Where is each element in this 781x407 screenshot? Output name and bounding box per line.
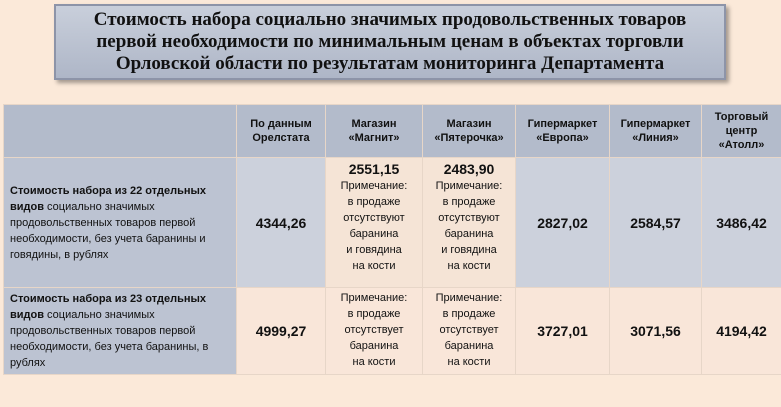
- magnit-price: 2551,15: [348, 161, 400, 177]
- slide-title-box: [54, 4, 726, 80]
- row-label-text: социально значимых продовольственных товаров первой необходимости, без учета баранины и говядины, в рублях: [10, 200, 206, 261]
- cell-orelstat: 4344,26: [237, 158, 326, 288]
- col-header-orelstat: По данным Орелстата: [237, 105, 326, 158]
- slide-title: Стоимость набора социально значимых продовольственных товаров первой необходимости по минимальным ценам в объектах торговли Орловской области по результатам мониторинга Департамента: [93, 9, 687, 74]
- cell-pyaterochka: [423, 158, 516, 288]
- cell-magnit: [326, 158, 423, 288]
- row-label-text: социально значимых продовольственных товаров первой необходимости, без учета баранины, в рублях: [10, 309, 209, 369]
- pyaterochka-note: Примечание: в продаже отсутствуют баранина и говядина на кости: [435, 180, 503, 272]
- row-label: [4, 288, 237, 375]
- row-label-bold: Стоимость набора из 22 отдельных видов: [10, 184, 206, 213]
- row-label: [4, 158, 237, 288]
- cell-pyaterochka: [423, 288, 516, 375]
- header-corner: [4, 105, 237, 158]
- cell-liniya: 3071,56: [610, 288, 702, 375]
- table-header-row: [4, 105, 781, 158]
- pyaterochka-price: 2483,90: [443, 161, 495, 177]
- col-header-atoll: Торговый центр «Атолл»: [702, 105, 781, 158]
- col-header-evropa: Гипермаркет «Европа»: [516, 105, 610, 158]
- cell-atoll: 4194,42: [702, 288, 781, 375]
- cell-atoll: 3486,42: [702, 158, 781, 288]
- cell-magnit: [326, 288, 423, 375]
- pyaterochka-note: Примечание: в продаже отсутствует баранина на кости: [435, 292, 503, 368]
- cell-liniya: 2584,57: [610, 158, 702, 288]
- cell-evropa: 3727,01: [516, 288, 610, 375]
- cell-evropa: 2827,02: [516, 158, 610, 288]
- row-label-bold: Стоимость набора из 23 отдельных видов: [10, 293, 206, 321]
- price-table: [3, 104, 781, 375]
- col-header-pyaterochka: Магазин «Пятерочка»: [423, 105, 516, 158]
- magnit-note: Примечание: в продаже отсутствует баранина на кости: [340, 292, 408, 368]
- magnit-note: Примечание: в продаже отсутствуют баранина и говядина на кости: [340, 180, 408, 272]
- table-row: [4, 288, 781, 375]
- cell-orelstat: 4999,27: [237, 288, 326, 375]
- table-row: [4, 158, 781, 288]
- col-header-magnit: Магазин «Магнит»: [326, 105, 423, 158]
- col-header-liniya: Гипермаркет «Линия»: [610, 105, 702, 158]
